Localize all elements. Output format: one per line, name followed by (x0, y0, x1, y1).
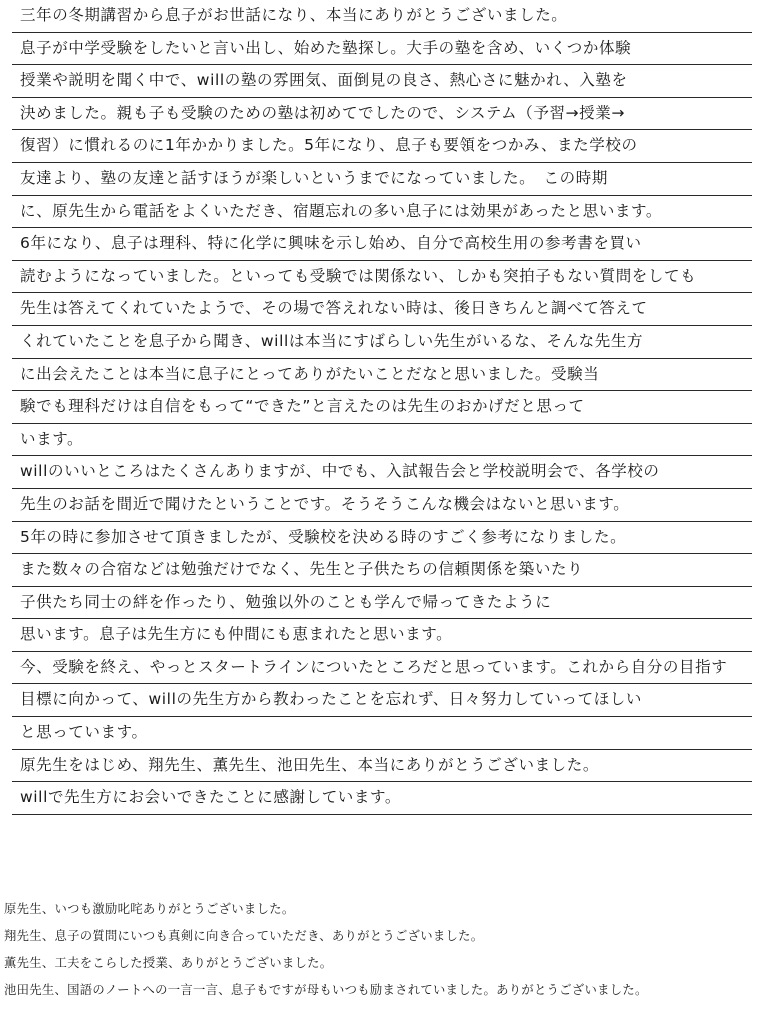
letter-line (12, 391, 752, 424)
letter-line-text: います。 (20, 429, 84, 448)
letter-line-text: 復習）に慣れるのに1年かかりました。5年になり、息子も要領をつかみ、また学校の (20, 136, 638, 155)
letter-line-text: 子供たち同士の絆を作ったり、勉強以外のことも学んで帰ってきたように (20, 592, 552, 611)
letter-line-text: 原先生をはじめ、翔先生、薫先生、池田先生、本当にありがとうございました。 (20, 755, 599, 774)
note-line: 薫先生、工夫をこらした授業、ありがとうございました。 (4, 956, 333, 970)
letter-line (12, 228, 752, 261)
letter-line (12, 0, 752, 33)
note-line: 翔先生、息子の質問にいつも真剣に向き合っていただき、ありがとうございました。 (4, 929, 484, 943)
letter-line (12, 293, 752, 326)
letter-line-text: 5年の時に参加させて頂きましたが、受験校を決める時のすごく参考になりました。 (20, 527, 627, 546)
letter-line-text: 験でも理科だけは自信をもって“できた”と言えたのは先生のおかげだと思って (20, 397, 585, 416)
letter-line-text: また数々の合宿などは勉強だけでなく、先生と子供たちの信頼関係を築いたり (20, 560, 584, 579)
teacher-notes (4, 896, 769, 1004)
letter-line (12, 130, 752, 163)
letter-line-text: 友達より、塾の友達と話すほうが楽しいというまでになっていました。 この時期 (20, 168, 608, 187)
letter-line (12, 359, 752, 392)
letter-line-text: と思っています。 (20, 723, 148, 742)
letter-line-text: 先生のお話を間近で聞けたということです。そうそうこんな機会はないと思います。 (20, 494, 630, 513)
letter-line (12, 424, 752, 457)
note-line: 池田先生、国語のノートへの一言一言、息子もですが母もいつも励まされていました。ありがとうございました。 (4, 983, 648, 997)
letter-line (12, 33, 752, 66)
letter-line (12, 65, 752, 98)
letter-line-text: willで先生方にお会いできたことに感謝しています。 (20, 788, 401, 807)
letter-line (12, 163, 752, 196)
letter-line (12, 717, 752, 750)
letter-line (12, 98, 752, 131)
letter-line-text: willのいいところはたくさんありますが、中でも、入試報告会と学校説明会で、各学校の (20, 462, 660, 481)
letter-line-text: 三年の冬期講習から息子がお世話になり、本当にありがとうございました。 (20, 6, 568, 24)
letter-line-text: 思います。息子は先生方にも仲間にも恵まれたと思います。 (20, 625, 453, 644)
note-line: 原先生、いつも激励叱咤ありがとうございました。 (4, 902, 295, 916)
letter-line-text: 今、受験を終え、やっとスタートラインについたところだと思っています。これから自分の目指す (20, 657, 728, 676)
letter-line (12, 522, 752, 555)
ruled-letter-body (12, 0, 752, 815)
letter-line-text: 目標に向かって、willの先生方から教わったことを忘れず、日々努力していってほしい (20, 690, 642, 709)
letter-line (12, 326, 752, 359)
letter-line (12, 261, 752, 294)
letter-line (12, 196, 752, 229)
letter-line (12, 456, 752, 489)
letter-line (12, 554, 752, 587)
letter-line (12, 684, 752, 717)
letter-line (12, 652, 752, 685)
letter-line-text: 先生は答えてくれていたようで、その場で答えれない時は、後日きちんと調べて答えて (20, 299, 648, 318)
letter-line-text: くれていたことを息子から聞き、willは本当にすばらしい先生がいるな、そんな先生方 (20, 331, 644, 350)
letter-line-text: 授業や説明を聞く中で、willの塾の雰囲気、面倒見の良さ、熱心さに魅かれ、入塾を (20, 71, 628, 90)
letter-line-text: に、原先生から電話をよくいただき、宿題忘れの多い息子には効果があったと思います。 (20, 201, 662, 220)
letter-line (12, 782, 752, 815)
letter-line-text: に出会えたことは本当に息子にとってありがたいことだなと思いました。受験当 (20, 364, 600, 383)
letter-line-text: 息子が中学受験をしたいと言い出し、始めた塾探し。大手の塾を含め、いくつか体験 (20, 38, 632, 57)
letter-line (12, 750, 752, 783)
letter-line-text: 決めました。親も子も受験のための塾は初めてでしたので、システム（予習→授業→ (20, 103, 625, 122)
letter-line (12, 619, 752, 652)
letter-line-text: 6年になり、息子は理科、特に化学に興味を示し始め、自分で高校生用の参考書を買い (20, 234, 642, 253)
letter-line-text: 読むようになっていました。といっても受験では関係ない、しかも突拍子もない質問をしても (20, 266, 697, 285)
letter-line (12, 587, 752, 620)
letter-line (12, 489, 752, 522)
